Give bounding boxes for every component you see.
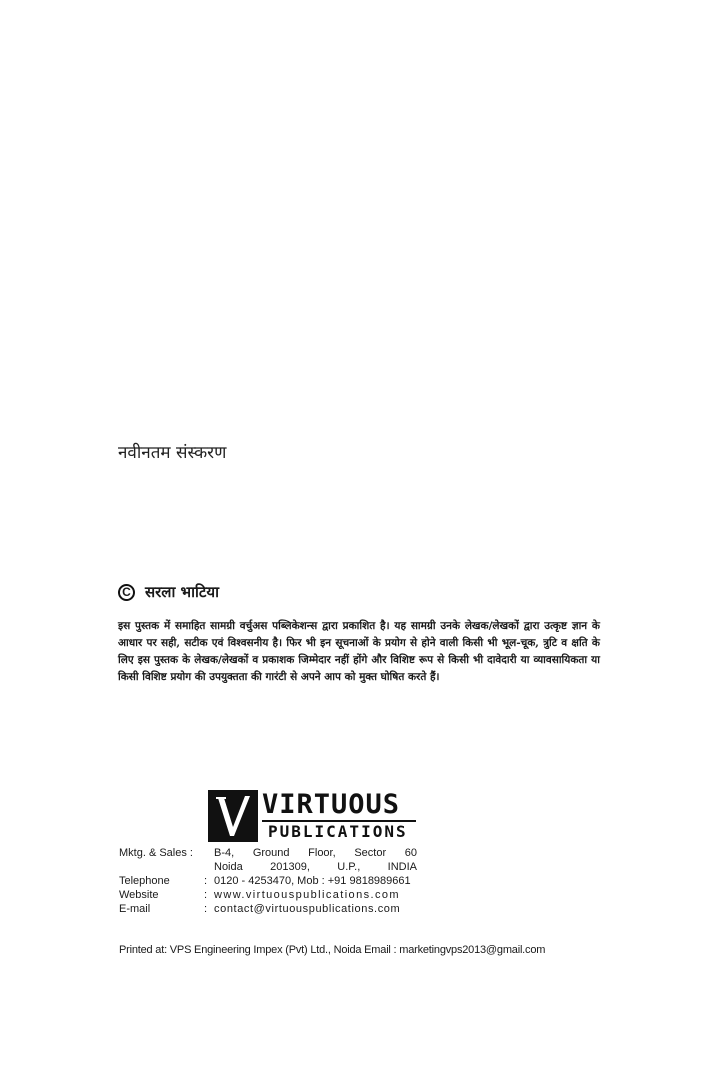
publisher-logo bbox=[208, 790, 416, 842]
disclaimer-paragraph: इस पुस्तक में समाहित सामग्री वर्चुअस पब्लिकेशन्स द्वारा प्रकाशित है। यह सामग्री उनके लेखक/लेखकों द्वारा उत्कृष्ट ज्ञान के आधार पर सही, सटीक एवं विश्वसनीय है। फिर भी इन सूचनाओं के प्रयोग से होने वाली किसी भी भूल-चूक, त्रुटि व क्षति के लिए इस पुस्तक के लेखक/लेखकों व प्रकाशक जिम्मेदार नहीं होंगे और विशिष्ट रूप से किसी भी दावेदारी या व्यावसायिकता या किसी विशिष्ट प्रयोग की उपयुक्तता की गारंटी से अपने आप को मुक्त घोषित करते हैं। bbox=[118, 620, 600, 683]
website-colon: : bbox=[204, 889, 208, 901]
contact-row-telephone bbox=[119, 874, 417, 888]
telephone-colon: : bbox=[204, 875, 208, 887]
contact-block bbox=[119, 846, 417, 916]
logo-mark-icon bbox=[208, 790, 258, 842]
logo-text bbox=[258, 790, 416, 842]
copyright-holder: सरला भाटिया bbox=[145, 583, 220, 601]
contact-row-sales-2 bbox=[119, 860, 417, 874]
copyright-icon: C bbox=[118, 584, 135, 601]
sales-label: Mktg. & Sales : bbox=[119, 847, 193, 859]
telephone-label: Telephone bbox=[119, 875, 170, 887]
email-label: E-mail bbox=[119, 903, 151, 915]
contact-row-website bbox=[119, 888, 417, 902]
sales-address-line-2: Noida 201309, U.P., INDIA bbox=[214, 861, 417, 873]
email-value: contact@virtuouspublications.com bbox=[214, 903, 401, 915]
logo-line-1: VIRTUOUS bbox=[262, 790, 416, 822]
copyright-line bbox=[118, 582, 219, 602]
logo-line-2: PUBLICATIONS bbox=[268, 822, 408, 841]
logo-v-glyph bbox=[208, 790, 258, 842]
edition-title: नवीनतम संस्करण bbox=[118, 443, 227, 463]
website-value: www.virtuouspublications.com bbox=[214, 889, 400, 901]
website-label: Website bbox=[119, 889, 159, 901]
telephone-value: 0120 - 4253470, Mob : +91 9818989661 bbox=[214, 875, 411, 887]
sales-address-line-1: B-4, Ground Floor, Sector 60 bbox=[214, 847, 417, 859]
email-colon: : bbox=[204, 903, 208, 915]
contact-row-sales bbox=[119, 846, 417, 860]
printer-info: Printed at: VPS Engineering Impex (Pvt) Ltd., Noida Email : marketingvps2013@gmail.com bbox=[119, 944, 546, 956]
contact-row-email bbox=[119, 902, 417, 916]
